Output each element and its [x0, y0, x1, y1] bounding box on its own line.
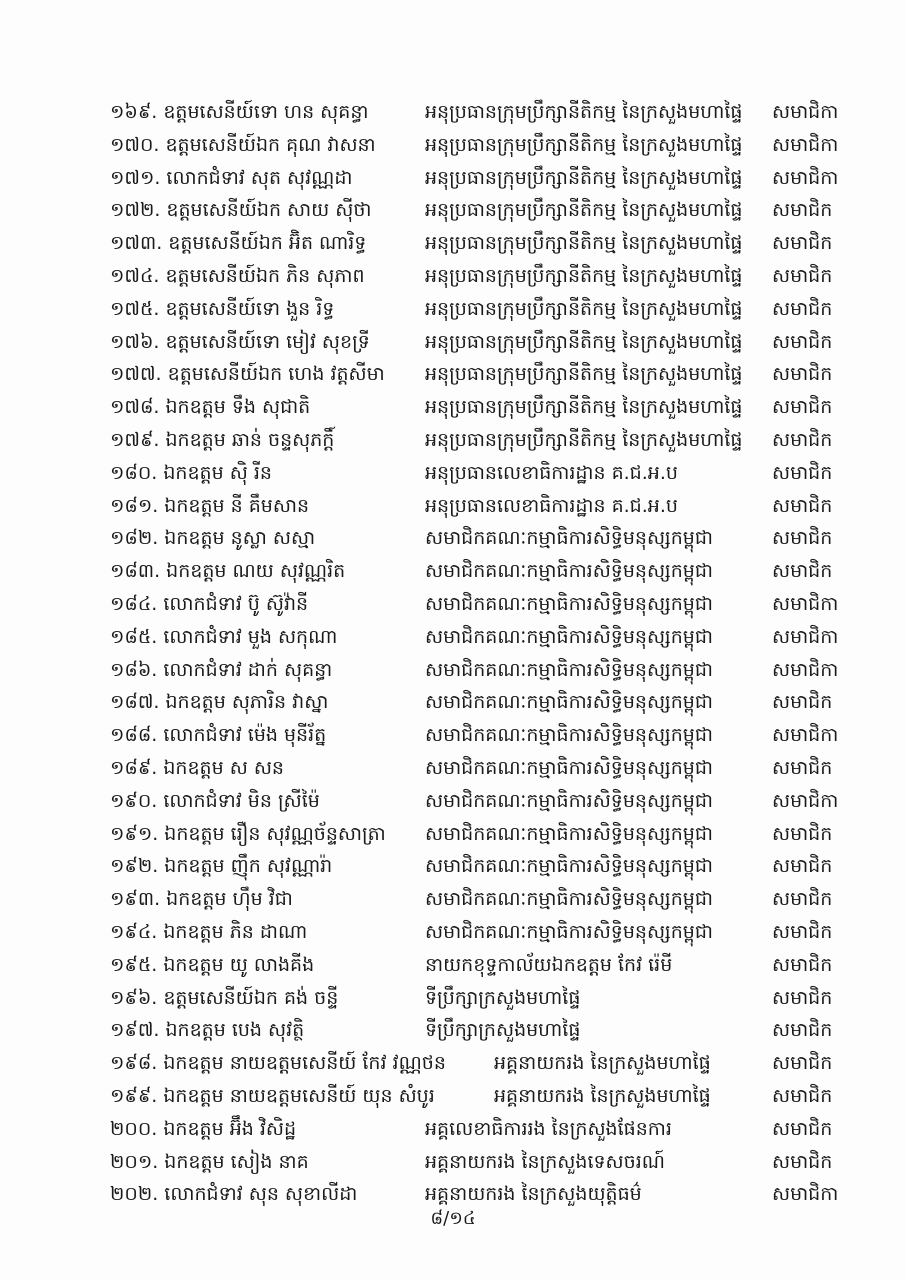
list-item: [110, 391, 870, 424]
member-name: ១៨៨. លោកជំទាវ ម៉េង មុនីរ័ត្ន: [110, 724, 327, 747]
member-name: ១៦៩. ឧត្តមសេនីយ៍ទោ ហន សុគន្ធា: [110, 101, 369, 123]
member-role: សមាជិកា: [772, 724, 839, 747]
list-item: [110, 1014, 870, 1047]
member-role: សមាជិក: [772, 953, 833, 976]
member-position: សមាជិកគណៈកម្មាធិការសិទ្ធិមនុស្សកម្ពុជា: [425, 724, 713, 747]
list-item: [110, 1080, 870, 1113]
list-item: [110, 162, 870, 195]
member-role: សមាជិក: [772, 461, 833, 484]
member-role: សមាជិក: [772, 1084, 833, 1107]
member-name: ១៧០. ឧត្តមសេនីយ៍ឯក គុណ វាសនា: [110, 133, 376, 156]
member-role: សមាជិក: [772, 494, 833, 517]
list-item: [110, 129, 870, 162]
member-position: ទីប្រឹក្សាក្រសួងមហាផ្ទៃ: [425, 1019, 581, 1042]
member-position: សមាជិកគណៈកម្មាធិការសិទ្ធិមនុស្សកម្ពុជា: [425, 855, 713, 878]
member-position: អគ្គនាយករង នៃក្រសួងទេសចរណ៍: [425, 1150, 665, 1173]
member-role: សមាជិក: [772, 1052, 833, 1075]
list-item: [110, 916, 870, 949]
member-name: ១៧១. លោកជំទាវ សុត សុវណ្ណដា: [110, 166, 353, 189]
member-name: ១៩៨. ឯកឧត្តម នាយឧត្តមសេនីយ៍ កែវ វណ្ណថន: [110, 1052, 446, 1075]
list-item: [110, 522, 870, 555]
list-item: [110, 1146, 870, 1179]
list-item: [110, 621, 870, 654]
list-item: [110, 818, 870, 851]
member-position: សមាជិកគណៈកម្មាធិការសិទ្ធិមនុស្សកម្ពុជា: [425, 920, 713, 943]
member-name: ១៧៥. ឧត្តមសេនីយ៍ទោ ងួន រិទ្ធ: [110, 297, 335, 320]
member-name: ២០២. លោកជំទាវ សុន សុខាលីដា: [110, 1183, 358, 1206]
member-position: អនុប្រធានក្រុមប្រឹក្សានីតិកម្ម នៃក្រសួងមហាផ្ទៃ: [425, 264, 743, 287]
member-position: អគ្គនាយករង នៃក្រសួងមហាផ្ទៃ: [494, 1052, 711, 1075]
member-role: សមាជិក: [772, 986, 833, 1009]
member-name: ១៩៣. ឯកឧត្តម ហ៊ឹម វិជា: [110, 888, 293, 911]
member-role: សមាជិកា: [772, 1183, 839, 1206]
member-name: ១៩៩. ឯកឧត្តម នាយឧត្តមសេនីយ៍ យុន សំបូរ: [110, 1084, 435, 1107]
member-name: ១៨៦. លោកជំទាវ ដាក់ សុគន្ធា: [110, 658, 333, 681]
member-position: សមាជិកគណៈកម្មាធិការសិទ្ធិមនុស្សកម្ពុជា: [425, 888, 713, 911]
member-position: អនុប្រធានក្រុមប្រឹក្សានីតិកម្ម នៃក្រសួងមហាផ្ទៃ: [425, 396, 743, 419]
list-item: [110, 260, 870, 293]
member-role: សមាជិក: [772, 297, 833, 320]
member-name: ១៩២. ឯកឧត្តម ញ៉ឹក សុវណ្ណារ៉ា: [110, 855, 333, 878]
list-item: [110, 654, 870, 687]
member-role: សមាជិក: [772, 363, 833, 386]
list-item: [110, 588, 870, 621]
member-name: ២០១. ឯកឧត្តម សៀង នាគ: [110, 1150, 309, 1173]
member-role: សមាជិក: [772, 560, 833, 583]
member-position: អគ្គនាយករង នៃក្រសួងយុត្តិធម៌: [425, 1183, 642, 1206]
member-position: អនុប្រធានក្រុមប្រឹក្សានីតិកម្ម នៃក្រសួងមហាផ្ទៃ: [425, 101, 743, 123]
list-item: [110, 719, 870, 752]
member-role: សមាជិក: [772, 527, 833, 550]
list-item: [110, 752, 870, 785]
member-name: ១៧៧. ឧត្តមសេនីយ៍ឯក ហេង វត្តសីមា: [110, 363, 385, 386]
member-position: អនុប្រធានក្រុមប្រឹក្សានីតិកម្ម នៃក្រសួងមហាផ្ទៃ: [425, 363, 743, 386]
member-role: សមាជិកា: [772, 101, 839, 123]
member-name: ១៨៥. លោកជំទាវ មួង សកុណា: [110, 625, 338, 648]
member-role: សមាជិកា: [772, 789, 839, 812]
member-role: សមាជិក: [772, 1150, 833, 1173]
member-position: អនុប្រធានក្រុមប្រឹក្សានីតិកម្ម នៃក្រសួងមហាផ្ទៃ: [425, 166, 743, 189]
member-name: ១៨២. ឯកឧត្តម នូស្លា សស្មា: [110, 527, 316, 550]
member-role: សមាជិក: [772, 199, 833, 222]
member-name: ១៧៨. ឯកឧត្តម ទឹង សុជាតិ: [110, 396, 311, 419]
member-name: ១៨៧. ឯកឧត្តម សុភារិន វាស្នា: [110, 691, 329, 714]
member-position: សមាជិកគណៈកម្មាធិការសិទ្ធិមនុស្សកម្ពុជា: [425, 658, 713, 681]
list-item: [110, 1047, 870, 1080]
member-name: ១៩០. លោកជំទាវ មិន ស្រីម៉ៃ: [110, 789, 320, 812]
member-name: ១៨៣. ឯកឧត្តម ណយ សុវណ្ណរិត: [110, 560, 346, 583]
member-role: សមាជិក: [772, 428, 833, 451]
member-name: ២០០. ឯកឧត្តម អ៊ឹង វិសិដ្ឋ: [110, 1117, 297, 1140]
member-position: អនុប្រធានលេខាធិការដ្ឋាន គ.ជ.អ.ប: [425, 461, 678, 484]
member-position: អនុប្រធានក្រុមប្រឹក្សានីតិកម្ម នៃក្រសួងមហាផ្ទៃ: [425, 232, 743, 255]
list-item: [110, 883, 870, 916]
member-name: ១៨១. ឯកឧត្តម នី គឹមសាន: [110, 494, 310, 517]
list-item: [110, 457, 870, 490]
member-role: សមាជិក: [772, 855, 833, 878]
list-item: [110, 293, 870, 326]
member-name: ១៩៧. ឯកឧត្តម បេង សុវត្ថិ: [110, 1019, 305, 1042]
member-name: ១៧៤. ឧត្តមសេនីយ៍ឯក ភិន សុភាព: [110, 264, 365, 287]
member-position: អនុប្រធានក្រុមប្រឹក្សានីតិកម្ម នៃក្រសួងមហាផ្ទៃ: [425, 297, 743, 320]
member-position: សមាជិកគណៈកម្មាធិការសិទ្ធិមនុស្សកម្ពុជា: [425, 822, 713, 845]
member-name: ១៩៥. ឯកឧត្តម យូ លាងគីង: [110, 953, 315, 976]
member-name: ១៧២. ឧត្តមសេនីយ៍ឯក សាយ ស៊ីថា: [110, 199, 372, 222]
list-item: [110, 227, 870, 260]
member-position: សមាជិកគណៈកម្មាធិការសិទ្ធិមនុស្សកម្ពុជា: [425, 691, 713, 714]
member-role: សមាជិក: [772, 1019, 833, 1042]
member-position: អនុប្រធានក្រុមប្រឹក្សានីតិកម្ម នៃក្រសួងមហាផ្ទៃ: [425, 199, 743, 222]
member-name: ១៨៤. លោកជំទាវ ប៊ូ ស៊ូវ៉ានី: [110, 592, 309, 615]
member-position: សមាជិកគណៈកម្មាធិការសិទ្ធិមនុស្សកម្ពុជា: [425, 527, 713, 550]
list-item: [110, 555, 870, 588]
list-item: [110, 358, 870, 391]
member-name: ១៧៩. ឯកឧត្តម ឆាន់ ចន្ទសុភក្តិ៍: [110, 428, 335, 451]
member-role: សមាជិក: [772, 756, 833, 779]
list-item: [110, 96, 870, 129]
member-position: សមាជិកគណៈកម្មាធិការសិទ្ធិមនុស្សកម្ពុជា: [425, 756, 713, 779]
list-item: [110, 326, 870, 359]
member-position: អនុប្រធានក្រុមប្រឹក្សានីតិកម្ម នៃក្រសួងមហាផ្ទៃ: [425, 428, 743, 451]
list-item: [110, 1113, 870, 1146]
member-position: សមាជិកគណៈកម្មាធិការសិទ្ធិមនុស្សកម្ពុជា: [425, 625, 713, 648]
member-name: ១៩៦. ឧត្តមសេនីយ៍ឯក គង់ ចន្ទី: [110, 986, 339, 1009]
member-role: សមាជិកា: [772, 166, 839, 189]
list-item: [110, 490, 870, 523]
member-name: ១៧៣. ឧត្តមសេនីយ៍ឯក អ៊ិត ណារិទ្ធ: [110, 232, 367, 255]
member-role: សមាជិកា: [772, 133, 839, 156]
list-item: [110, 850, 870, 883]
member-role: សមាជិកា: [772, 592, 839, 615]
member-position: សមាជិកគណៈកម្មាធិការសិទ្ធិមនុស្សកម្ពុជា: [425, 592, 713, 615]
member-position: អគ្គនាយករង នៃក្រសួងមហាផ្ទៃ: [494, 1084, 711, 1107]
member-position: នាយកខុទ្ទកាល័យឯកឧត្តម កែវ រ៉េមី: [425, 953, 673, 976]
list-item: [110, 194, 870, 227]
member-role: សមាជិក: [772, 920, 833, 943]
list-item: [110, 424, 870, 457]
list-item: [110, 982, 870, 1015]
member-position: ទីប្រឹក្សាក្រសួងមហាផ្ទៃ: [425, 986, 581, 1009]
member-role: សមាជិកា: [772, 658, 839, 681]
member-position: សមាជិកគណៈកម្មាធិការសិទ្ធិមនុស្សកម្ពុជា: [425, 560, 713, 583]
member-role: សមាជិក: [772, 1117, 833, 1140]
member-position: អនុប្រធានក្រុមប្រឹក្សានីតិកម្ម នៃក្រសួងមហាផ្ទៃ: [425, 330, 743, 353]
list-item: [110, 785, 870, 818]
member-position: អនុប្រធានលេខាធិការដ្ឋាន គ.ជ.អ.ប: [425, 494, 678, 517]
member-name: ១៨០. ឯកឧត្តម ស៊ិ រីន: [110, 461, 272, 484]
member-role: សមាជិក: [772, 888, 833, 911]
member-name: ១៩៤. ឯកឧត្តម ភិន ដាណា: [110, 920, 308, 943]
member-position: សមាជិកគណៈកម្មាធិការសិទ្ធិមនុស្សកម្ពុជា: [425, 789, 713, 812]
member-role: សមាជិក: [772, 330, 833, 353]
page-number: ៨/១៤: [430, 1208, 476, 1229]
member-role: សមាជិកា: [772, 625, 839, 648]
member-role: សមាជិក: [772, 232, 833, 255]
list-item: [110, 686, 870, 719]
member-name: ១៨៩. ឯកឧត្តម ស សន: [110, 756, 284, 779]
member-position: អនុប្រធានក្រុមប្រឹក្សានីតិកម្ម នៃក្រសួងមហាផ្ទៃ: [425, 133, 743, 156]
member-role: សមាជិក: [772, 396, 833, 419]
member-list: [110, 96, 870, 1211]
member-position: អគ្គលេខាធិការរង នៃក្រសួងផែនការ: [425, 1117, 672, 1140]
list-item: [110, 949, 870, 982]
member-role: សមាជិក: [772, 822, 833, 845]
member-role: សមាជិក: [772, 691, 833, 714]
member-name: ១៩១. ឯកឧត្តម រឿន សុវណ្ណច័ន្ទសាត្រា: [110, 822, 386, 845]
member-name: ១៧៦. ឧត្តមសេនីយ៍ទោ មៀវ សុខទ្រី: [110, 330, 370, 353]
member-role: សមាជិក: [772, 264, 833, 287]
